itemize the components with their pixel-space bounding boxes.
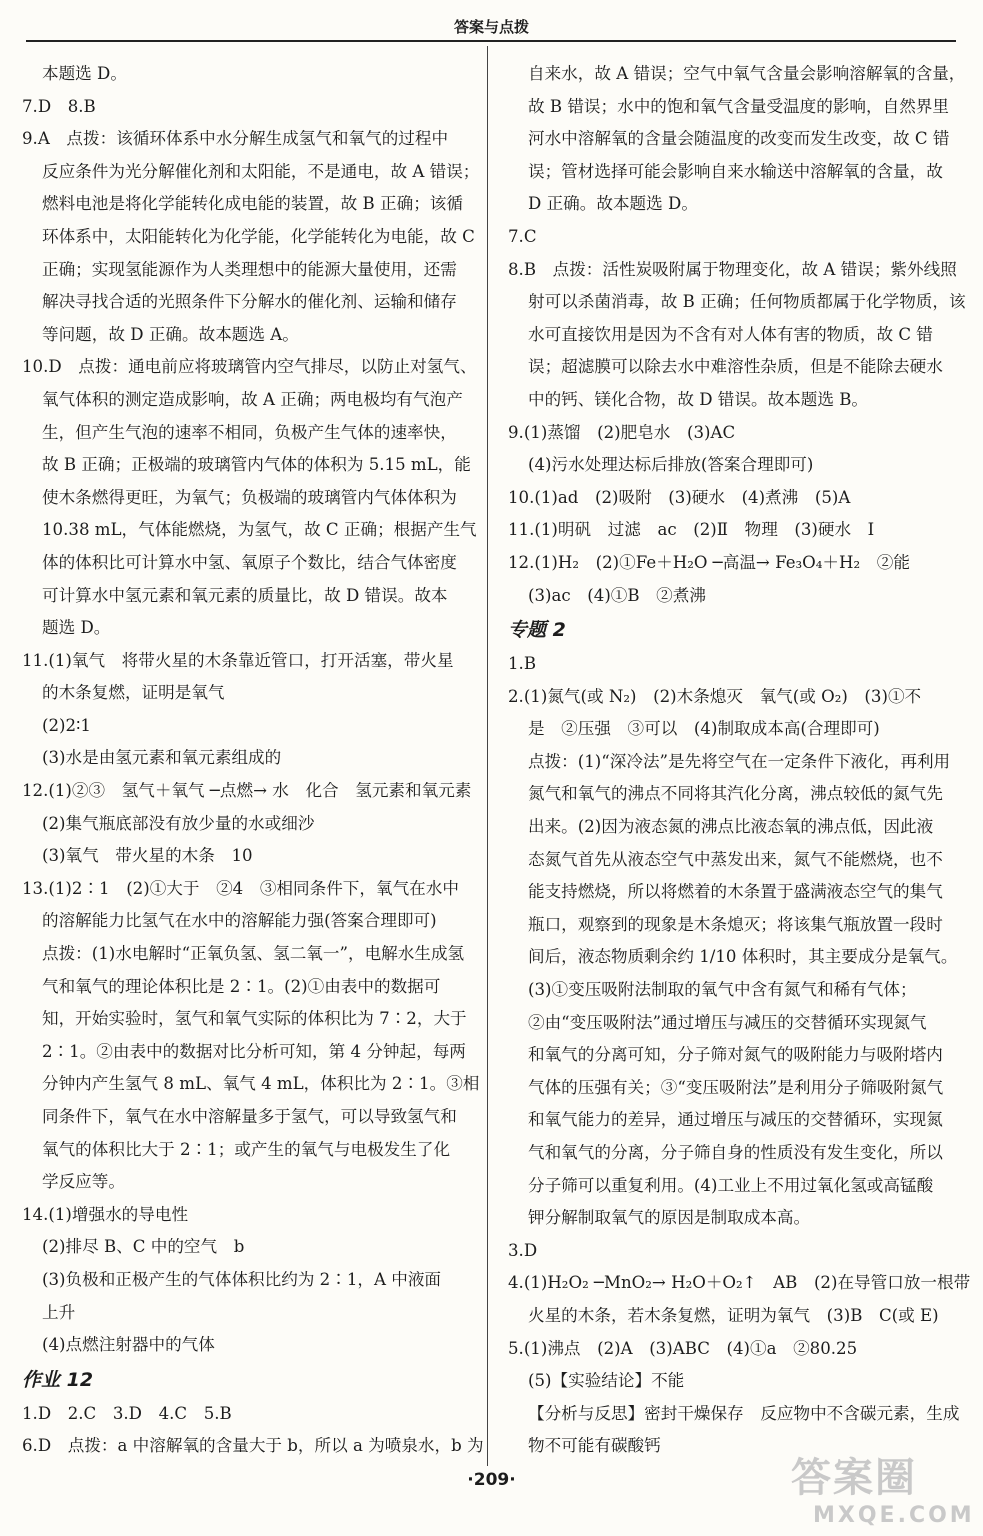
answer-line: 体的体积比可计算水中氢、氧原子个数比，结合气体密度	[42, 552, 457, 572]
answer-line: 3.D	[508, 1240, 538, 1260]
answer-line: 射可以杀菌消毒，故 B 正确；任何物质都属于化学物质，该	[528, 292, 966, 312]
answer-line: 2.(1)氮气(或 N₂) (2)木条熄灭 氧气(或 O₂) (3)①不	[508, 686, 922, 706]
answer-line: 7.C	[508, 226, 537, 246]
answer-line: 反应条件为光分解催化剂和太阳能，不是通电，故 A 错误；	[42, 161, 480, 181]
answer-line: 是 ②压强 ③可以 (4)制取成本高(合理即可)	[528, 719, 880, 739]
answer-line: 物不可能有碳酸钙	[528, 1436, 661, 1456]
answer-line: (5)【实验结论】不能	[528, 1371, 685, 1391]
answer-line: 7.D 8.B	[22, 96, 96, 116]
page-header: 答案与点拨	[453, 18, 529, 36]
answer-line: 燃料电池是将化学能转化成电能的装置，故 B 正确；该循	[42, 194, 463, 214]
answer-line: 6.D 点拨：a 中溶解氧的含量大于 b，所以 a 为喷泉水，b 为	[22, 1436, 484, 1456]
answer-line: 13.(1)2∶1 (2)①大于 ②4 ③相同条件下，氧气在水中	[22, 878, 459, 898]
answer-line: (3)ac (4)①B ②煮沸	[528, 585, 706, 605]
answer-line: 本题选 D。	[42, 64, 127, 83]
answer-line: 气和氧气的理论体积比是 2∶1。(2)①由表中的数据可	[42, 976, 441, 996]
answer-line: 10.38 mL，气体能燃烧，为氢气，故 C 正确；根据产生气	[42, 520, 477, 540]
answer-line: 10.(1)ad (2)吸附 (3)硬水 (4)煮沸 (5)A	[508, 487, 851, 507]
answer-line: 2∶1。②由表中的数据对比分析可知，第 4 分钟起，每两	[42, 1041, 466, 1061]
answer-line: 14.(1)增强水的导电性	[22, 1204, 189, 1224]
answer-line: 11.(1)氧气 将带火星的木条靠近管口，打开活塞，带火星	[22, 650, 454, 670]
answer-line: 可计算水中氢元素和氧元素的质量比，故 D 错误。故本	[42, 585, 448, 605]
answer-line: (2)排尽 B、C 中的空气 b	[42, 1237, 245, 1257]
answer-line: 5.(1)沸点 (2)A (3)ABC (4)①a ②80.25	[508, 1338, 858, 1358]
answer-line: 4.(1)H₂O₂ ─MnO₂→ H₂O＋O₂↑ AB (2)在导管口放一根带	[508, 1273, 971, 1293]
answer-line: 河水中溶解氧的含量会随温度的改变而发生改变，故 C 错	[528, 129, 950, 149]
answer-line: 氧气的体积比大于 2∶1；或产生的氧气与电极发生了化	[42, 1139, 451, 1159]
answer-line: 分子筛可以重复利用。(4)工业上不用过氧化氢或高锰酸	[528, 1175, 934, 1195]
page-number: ·209·	[467, 1470, 516, 1490]
answer-line: 和氧气能力的差异，通过增压与减压的交替循环，实现氮	[528, 1110, 943, 1130]
answer-line: (2)集气瓶底部没有放少量的水或细沙	[42, 813, 315, 833]
answer-line: 态氮气首先从液态空气中蒸发出来，氮气不能燃烧，也不	[528, 849, 943, 869]
section-heading: 作业 12	[22, 1368, 94, 1391]
answer-line: 正确；实现氢能源作为人类理想中的能源大量使用，还需	[42, 259, 457, 279]
answer-line: 误；管材选择可能会影响自来水输送中溶解氧的含量，故	[528, 161, 943, 181]
section-heading: 专题 2	[508, 619, 566, 642]
answer-line: 点拨：(1)“深冷法”是先将空气在一定条件下液化，再利用	[528, 751, 951, 771]
left-column	[22, 58, 484, 1463]
answer-line: 12.(1)②③ 氢气＋氧气 ─点燃→ 水 化合 氢元素和氧元素	[22, 781, 472, 801]
answer-line: ②由“变压吸附法”通过增压与减压的交替循环实现氮气	[528, 1012, 927, 1032]
answer-line: 点拨：(1)水电解时“正氧负氢、氢二氧一”，电解水生成氢	[42, 944, 465, 964]
answer-line: 自来水，故 A 错误；空气中氧气含量会影响溶解氧的含量，	[528, 64, 966, 83]
answer-line: 1.D 2.C 3.D 4.C 5.B	[22, 1403, 232, 1423]
answer-line: 使木条燃得更旺，为氧气；负极端的玻璃管内气体体积为	[42, 487, 457, 507]
answer-line: D 正确。故本题选 D。	[528, 194, 698, 214]
answer-line: 的木条复燃，证明是氧气	[42, 683, 225, 703]
answer-line: 和氧气的分离可知，分子筛对氮气的吸附能力与吸附塔内	[528, 1045, 943, 1065]
answer-line: 上升	[42, 1302, 76, 1322]
answer-line: 11.(1)明矾 过滤 ac (2)Ⅱ 物理 (3)硬水 Ⅰ	[508, 520, 875, 540]
answer-line: 【分析与反思】密封干燥保存 反应物中不含碳元素，生成	[528, 1403, 960, 1423]
answer-line: 题选 D。	[42, 618, 111, 638]
answer-line: 9.A 点拨：该循环体系中水分解生成氢气和氧气的过程中	[22, 129, 449, 149]
answer-line: 同条件下，氧气在水中溶解量多于氢气，可以导致氢气和	[42, 1107, 457, 1126]
answer-line: 间后，液态物质剩余约 1/10 体积时，其主要成分是氧气。	[528, 947, 958, 967]
answer-line: 误；超滤膜可以除去水中难溶性杂质，但是不能除去硬水	[528, 357, 943, 377]
answer-line: 火星的木条，若木条复燃，证明为氧气 (3)B C(或 E)	[528, 1305, 939, 1325]
header-rule	[26, 40, 956, 42]
answer-line: 生，但产生气泡的速率不相同，负极产生气体的速率快，	[42, 422, 457, 442]
answer-line: 能支持燃烧，所以将燃着的木条置于盛满液态空气的集气	[528, 882, 943, 902]
answer-line: 10.D 点拨：通电前应将玻璃管内空气排尽，以防止对氢气、	[22, 357, 477, 377]
answer-line: (4)点燃注射器中的气体	[42, 1335, 215, 1355]
answer-line: 故 B 错误；水中的饱和氧气含量受温度的影响，自然界里	[528, 96, 949, 116]
answer-line: 出来。(2)因为液态氮的沸点比液态氧的沸点低，因此液	[528, 817, 934, 837]
answer-line: 钾分解制取氧气的原因是制取成本高。	[528, 1208, 811, 1228]
answer-line: 瓶口，观察到的现象是木条熄灭；将该集气瓶放置一段时	[528, 914, 943, 934]
answer-line: 水可直接饮用是因为不含有对人体有害的物质，故 C 错	[528, 324, 933, 344]
right-column	[508, 58, 971, 1463]
answer-line: 氧气体积的测定造成影响，故 A 正确；两电极均有气泡产	[42, 389, 463, 409]
column-divider	[487, 46, 488, 1466]
answer-line: 气体的压强有关；③“变压吸附法”是利用分子筛吸附氮气	[528, 1077, 944, 1097]
answer-line: 中的钙、镁化合物，故 D 错误。故本题选 B。	[528, 389, 869, 409]
answer-line: 等问题，故 D 正确。故本题选 A。	[42, 324, 299, 344]
answer-line: (3)水是由氢元素和氧元素组成的	[42, 748, 282, 768]
answer-line: 分钟内产生氢气 8 mL、氧气 4 mL，体积比为 2∶1。③相	[42, 1074, 480, 1094]
answer-line: 1.B	[508, 654, 537, 674]
answer-line: 环体系中，太阳能转化为化学能，化学能转化为电能，故 C	[42, 226, 475, 246]
answer-line: 故 B 正确；正极端的玻璃管内气体的体积为 5.15 mL，能	[42, 455, 471, 475]
answer-line: 的溶解能力比氢气在水中的溶解能力强(答案合理即可)	[42, 911, 437, 931]
answer-line: (2)2∶1	[42, 715, 91, 735]
answer-line: 9.(1)蒸馏 (2)肥皂水 (3)AC	[508, 422, 736, 442]
answer-line: 学反应等。	[42, 1172, 125, 1192]
answer-line: (3)①变压吸附法制取的氧气中含有氮气和稀有气体；	[528, 980, 917, 1000]
answer-line: 12.(1)H₂ (2)①Fe＋H₂O ─高温→ Fe₃O₄＋H₂ ②能	[508, 552, 910, 572]
answer-line: 知，开始实验时，氢气和氧气实际的体积比为 7∶2，大于	[42, 1009, 467, 1029]
answer-line: (3)负极和正极产生的气体体积比约为 2∶1，A 中液面	[42, 1269, 442, 1289]
answer-line: 8.B 点拨：活性炭吸附属于物理变化，故 A 错误；紫外线照	[508, 259, 957, 279]
answer-line: (3)氧气 带火星的木条 10	[42, 846, 253, 866]
watermark-logo: 答案圈 MXQE.COM	[791, 1455, 975, 1528]
answer-line: 氮气和氧气的沸点不同将其汽化分离，沸点较低的氮气先	[528, 784, 943, 804]
answer-line: (4)污水处理达标后排放(答案合理即可)	[528, 455, 814, 475]
answer-line: 气和氧气的分离，分子筛自身的性质没有发生变化，所以	[528, 1143, 943, 1162]
answer-line: 解决寻找合适的光照条件下分解水的催化剂、运输和储存	[42, 292, 457, 312]
